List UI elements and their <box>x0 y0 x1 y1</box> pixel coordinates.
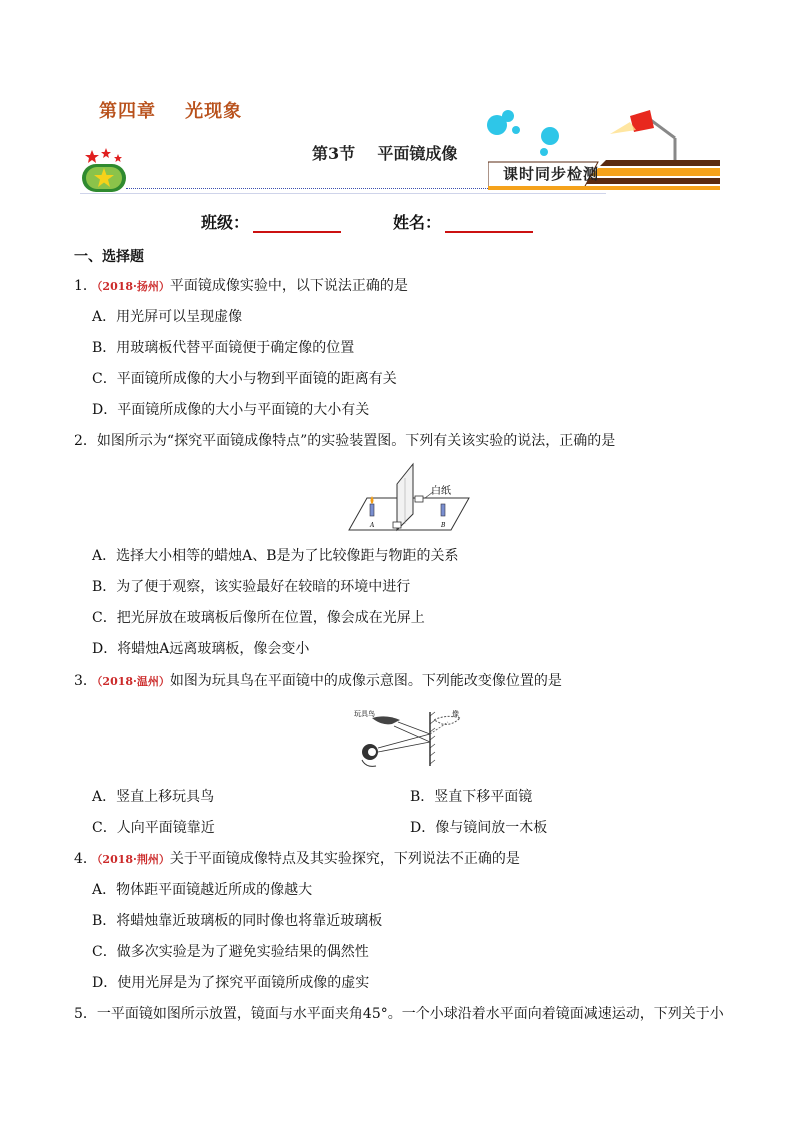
q1-option-b[interactable]: B．用玻璃板代替平面镜便于确定像的位置 <box>92 340 355 356</box>
q4-option-c[interactable]: C．做多次实验是为了避免实验结果的偶然性 <box>92 944 369 960</box>
chapter-title: 第四章 光现象 <box>99 101 243 122</box>
question-4: 4．（2018·荆州）关于平面镜成像特点及其实验探究，下列说法不正确的是 <box>74 851 520 867</box>
figure-mark-b: B <box>441 522 446 529</box>
badge-label: 课时同步检测 <box>503 165 600 183</box>
q1-option-d[interactable]: D．平面镜所成像的大小与平面镜的大小有关 <box>92 402 370 418</box>
class-label: 班级： <box>201 213 250 232</box>
class-blank[interactable] <box>253 215 341 233</box>
toy-bird-label: 玩具鸟 <box>354 710 375 718</box>
question-source: （2018·扬州） <box>96 280 170 293</box>
name-label: 姓名： <box>393 213 442 232</box>
question-3: 3．（2018·温州）如图为玩具鸟在平面镜中的成像示意图。下列能改变像位置的是 <box>74 673 562 689</box>
q2-option-b[interactable]: B．为了便于观察，该实验最好在较暗的环境中进行 <box>92 579 411 595</box>
mirror-experiment-figure <box>345 460 475 532</box>
star-badge-icon <box>80 146 130 194</box>
q3-option-c[interactable]: C．人向平面镜靠近 <box>92 820 215 836</box>
q3-option-d[interactable]: D．像与镜间放一木板 <box>410 820 548 836</box>
name-field[interactable] <box>393 210 533 233</box>
white-paper-label: 白纸 <box>431 486 451 497</box>
q4-option-d[interactable]: D．使用光屏是为了探究平面镜所成像的虚实 <box>92 975 370 991</box>
section-title: 第3节 平面镜成像 <box>312 144 458 163</box>
question-5: 5．一平面镜如图所示放置，镜面与水平面夹角45°。一个小球沿着水平面向着镜面减速运动，下列关于小 <box>74 1006 724 1022</box>
question-2: 2．如图所示为“探究平面镜成像特点”的实验装置图。下列有关该实验的说法，正确的是 <box>74 433 616 449</box>
q3-option-a[interactable]: A．竖直上移玩具鸟 <box>92 789 215 805</box>
class-field[interactable] <box>201 210 341 233</box>
q2-option-a[interactable]: A．选择大小相等的蜡烛A、B是为了比较像距与物距的关系 <box>92 548 459 564</box>
q2-option-c[interactable]: C．把光屏放在玻璃板后像所在位置，像会成在光屏上 <box>92 610 425 626</box>
q1-option-a[interactable]: A．用光屏可以呈现虚像 <box>92 309 243 325</box>
q1-option-c[interactable]: C．平面镜所成像的大小与物到平面镜的距离有关 <box>92 371 397 387</box>
header-underline <box>80 193 606 194</box>
image-label: 像 <box>452 710 459 718</box>
section-heading: 一、选择题 <box>74 249 144 265</box>
q4-option-a[interactable]: A．物体距平面镜越近所成的像越大 <box>92 882 313 898</box>
name-blank[interactable] <box>445 215 533 233</box>
q3-option-b[interactable]: B．竖直下移平面镜 <box>410 789 533 805</box>
q2-option-d[interactable]: D．将蜡烛A远离玻璃板，像会变小 <box>92 641 310 657</box>
question-source: （2018·荆州） <box>96 853 170 866</box>
question-source: （2018·温州） <box>96 675 170 688</box>
figure-mark-a: A <box>370 522 375 529</box>
question-1: 1．（2018·扬州）平面镜成像实验中，以下说法正确的是 <box>74 278 408 294</box>
q4-option-b[interactable]: B．将蜡烛靠近玻璃板的同时像也将靠近玻璃板 <box>92 913 383 929</box>
toy-bird-figure <box>352 704 478 774</box>
